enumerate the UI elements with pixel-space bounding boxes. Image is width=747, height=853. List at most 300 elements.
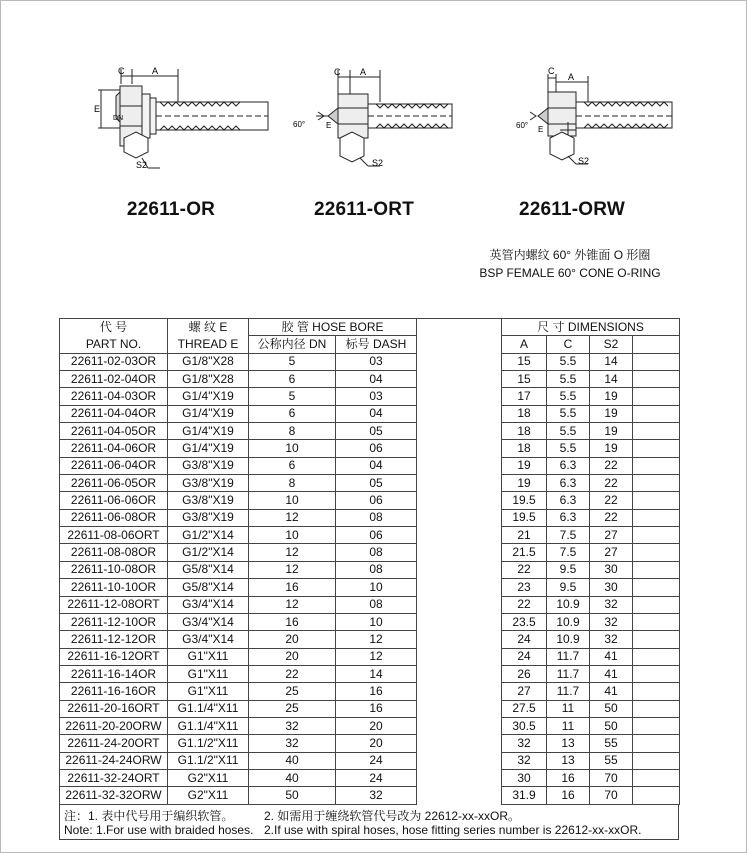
cell-a: 18 — [502, 405, 547, 422]
table-row — [60, 440, 680, 457]
cell-blank — [633, 475, 680, 492]
cell-blank — [417, 717, 502, 734]
cell-dn: 40 — [249, 769, 336, 786]
table-row — [60, 579, 680, 596]
cell-blank — [633, 440, 680, 457]
cell-thread: G1/2"X14 — [168, 544, 249, 561]
header-hose-bore: 胶 管 HOSE BORE — [249, 319, 417, 336]
cell-c: 13 — [547, 735, 590, 752]
cell-part: 22611-24-24ORW — [60, 752, 168, 769]
cell-blank — [633, 717, 680, 734]
cell-dn: 8 — [249, 475, 336, 492]
cell-thread: G1"X11 — [168, 648, 249, 665]
cell-blank — [633, 787, 680, 804]
cell-a: 24 — [502, 648, 547, 665]
cell-blank — [633, 752, 680, 769]
cell-c: 5.5 — [547, 440, 590, 457]
cell-thread: G5/8"X14 — [168, 561, 249, 578]
header-c: C — [547, 336, 590, 353]
cell-blank — [417, 371, 502, 388]
cell-a: 19.5 — [502, 492, 547, 509]
dim-a-or: A — [152, 66, 159, 76]
cell-dn: 5 — [249, 353, 336, 370]
description-cn: 英管内螺纹 60° 外锥面 O 形圈 — [489, 248, 651, 262]
cell-dash: 04 — [336, 371, 417, 388]
cell-s2: 19 — [590, 388, 633, 405]
cell-part: 22611-02-04OR — [60, 371, 168, 388]
cell-blank — [417, 648, 502, 665]
cell-a: 22 — [502, 596, 547, 613]
cell-s2: 22 — [590, 475, 633, 492]
cell-blank — [633, 596, 680, 613]
cell-c: 5.5 — [547, 388, 590, 405]
cell-blank — [633, 492, 680, 509]
cell-s2: 32 — [590, 596, 633, 613]
cell-a: 23 — [502, 579, 547, 596]
model-label-ort: 22611-ORT — [313, 199, 415, 220]
cell-thread: G1/4"X19 — [168, 388, 249, 405]
table-row — [60, 631, 680, 648]
dim-a-orw: A — [568, 72, 575, 82]
note-en-1: Note: 1.For use with braided hoses. — [64, 823, 254, 837]
cell-blank — [417, 561, 502, 578]
cell-part: 22611-20-16ORT — [60, 700, 168, 717]
cell-dash: 08 — [336, 509, 417, 526]
cell-s2: 41 — [590, 683, 633, 700]
cell-dash: 06 — [336, 440, 417, 457]
cell-blank — [633, 683, 680, 700]
cell-blank — [633, 509, 680, 526]
cell-dn: 50 — [249, 787, 336, 804]
cell-dash: 03 — [336, 388, 417, 405]
dim-c-orw: C — [548, 66, 555, 76]
cell-dn: 32 — [249, 717, 336, 734]
cell-part: 22611-16-12ORT — [60, 648, 168, 665]
header-thread-en: THREAD E — [168, 336, 249, 353]
cell-dash: 08 — [336, 561, 417, 578]
cell-c: 5.5 — [547, 423, 590, 440]
cell-dash: 04 — [336, 405, 417, 422]
description-en: BSP FEMALE 60° CONE O-RING — [479, 266, 661, 280]
table-row — [60, 544, 680, 561]
cell-c: 5.5 — [547, 405, 590, 422]
cell-c: 7.5 — [547, 527, 590, 544]
cell-thread: G3/8"X19 — [168, 492, 249, 509]
cell-a: 32 — [502, 752, 547, 769]
cell-dn: 16 — [249, 579, 336, 596]
cell-c: 10.9 — [547, 596, 590, 613]
cell-blank — [633, 457, 680, 474]
header-blank — [417, 319, 502, 336]
cell-part: 22611-06-08OR — [60, 509, 168, 526]
header-part-en: PART NO. — [60, 336, 168, 353]
cell-c: 10.9 — [547, 613, 590, 630]
cell-s2: 19 — [590, 405, 633, 422]
cell-part: 22611-08-08OR — [60, 544, 168, 561]
fitting-drawing-orw — [508, 62, 678, 174]
table-row — [60, 717, 680, 734]
cell-thread: G1/4"X19 — [168, 423, 249, 440]
cell-s2: 32 — [590, 613, 633, 630]
cell-s2: 27 — [590, 544, 633, 561]
cell-s2: 55 — [590, 735, 633, 752]
cell-a: 15 — [502, 353, 547, 370]
cell-blank — [417, 440, 502, 457]
cell-blank — [417, 665, 502, 682]
cell-blank — [633, 371, 680, 388]
cell-blank — [633, 353, 680, 370]
cell-dn: 20 — [249, 631, 336, 648]
cell-dn: 5 — [249, 388, 336, 405]
dim-s2-or: S2 — [136, 160, 148, 170]
model-label-orw: 22611-ORW — [518, 199, 625, 220]
cell-c: 5.5 — [547, 371, 590, 388]
cell-blank — [633, 735, 680, 752]
cell-blank — [633, 648, 680, 665]
table-row — [60, 509, 680, 526]
cell-blank — [417, 423, 502, 440]
cell-part: 22611-04-04OR — [60, 405, 168, 422]
cell-blank — [417, 475, 502, 492]
cell-dn: 6 — [249, 371, 336, 388]
cell-thread: G3/8"X19 — [168, 457, 249, 474]
cell-blank — [417, 544, 502, 561]
cell-c: 6.3 — [547, 475, 590, 492]
dim-e-ort: E — [326, 121, 332, 130]
dim-s2-orw: S2 — [578, 156, 590, 166]
cell-a: 22 — [502, 561, 547, 578]
cell-c: 6.3 — [547, 457, 590, 474]
cell-dash: 12 — [336, 631, 417, 648]
cell-c: 7.5 — [547, 544, 590, 561]
cell-blank — [417, 631, 502, 648]
note-cn-1: 注：1. 表中代号用于编织软管。 — [64, 809, 234, 823]
cell-dash: 10 — [336, 579, 417, 596]
cell-thread: G1"X11 — [168, 683, 249, 700]
cell-a: 23.5 — [502, 613, 547, 630]
cell-thread: G3/4"X14 — [168, 613, 249, 630]
table-row — [60, 353, 680, 370]
cell-c: 11.7 — [547, 683, 590, 700]
cell-dn: 12 — [249, 561, 336, 578]
cell-blank — [633, 405, 680, 422]
cell-dn: 20 — [249, 648, 336, 665]
cell-blank — [633, 388, 680, 405]
cell-a: 18 — [502, 440, 547, 457]
cell-dn: 25 — [249, 700, 336, 717]
cell-dn: 6 — [249, 405, 336, 422]
cell-thread: G1.1/2"X11 — [168, 752, 249, 769]
dim-c-ort: C — [334, 67, 341, 77]
cell-dash: 20 — [336, 717, 417, 734]
cell-dash: 05 — [336, 475, 417, 492]
header-dash: 标号 DASH — [336, 336, 417, 353]
cell-part: 22611-04-05OR — [60, 423, 168, 440]
cell-s2: 41 — [590, 665, 633, 682]
cell-s2: 41 — [590, 648, 633, 665]
cell-a: 21 — [502, 527, 547, 544]
cell-dash: 24 — [336, 769, 417, 786]
cell-dn: 22 — [249, 665, 336, 682]
cell-blank — [417, 735, 502, 752]
header-thread-cn: 螺 纹 E — [168, 319, 249, 336]
table-row — [60, 405, 680, 422]
cell-part: 22611-04-03OR — [60, 388, 168, 405]
dim-dn-or: DN — [113, 115, 124, 122]
cell-blank — [417, 752, 502, 769]
cell-a: 32 — [502, 735, 547, 752]
cell-s2: 22 — [590, 509, 633, 526]
cell-dash: 16 — [336, 683, 417, 700]
cell-c: 11.7 — [547, 665, 590, 682]
dim-a-ort: A — [360, 67, 367, 77]
table-row — [60, 457, 680, 474]
cell-blank — [417, 613, 502, 630]
cell-s2: 55 — [590, 752, 633, 769]
cell-s2: 50 — [590, 717, 633, 734]
cell-part: 22611-06-06OR — [60, 492, 168, 509]
cell-a: 15 — [502, 371, 547, 388]
cell-a: 21.5 — [502, 544, 547, 561]
cell-part: 22611-06-05OR — [60, 475, 168, 492]
cell-part: 22611-16-14OR — [60, 665, 168, 682]
cell-s2: 22 — [590, 492, 633, 509]
cell-part: 22611-08-06ORT — [60, 527, 168, 544]
header-blank-3 — [633, 336, 680, 353]
cell-dn: 12 — [249, 596, 336, 613]
cell-dn: 10 — [249, 527, 336, 544]
cell-dash: 05 — [336, 423, 417, 440]
cell-blank — [417, 787, 502, 804]
cell-dn: 10 — [249, 492, 336, 509]
cell-blank — [633, 579, 680, 596]
cell-dn: 6 — [249, 457, 336, 474]
cell-dash: 08 — [336, 596, 417, 613]
header-s2: S2 — [590, 336, 633, 353]
cell-thread: G1/8"X28 — [168, 353, 249, 370]
cell-a: 30.5 — [502, 717, 547, 734]
cell-dash: 24 — [336, 752, 417, 769]
table-row — [60, 423, 680, 440]
cell-part: 22611-12-12OR — [60, 631, 168, 648]
cell-dash: 20 — [336, 735, 417, 752]
dim-angle-ort: 60° — [293, 120, 306, 129]
table-header-row-1 — [60, 319, 680, 336]
cell-c: 5.5 — [547, 353, 590, 370]
cell-a: 27.5 — [502, 700, 547, 717]
cell-c: 16 — [547, 787, 590, 804]
cell-part: 22611-32-32ORW — [60, 787, 168, 804]
cell-dn: 8 — [249, 423, 336, 440]
cell-dash: 10 — [336, 613, 417, 630]
cell-c: 13 — [547, 752, 590, 769]
cell-s2: 22 — [590, 457, 633, 474]
cell-part: 22611-32-24ORT — [60, 769, 168, 786]
cell-blank — [633, 665, 680, 682]
cell-dash: 16 — [336, 700, 417, 717]
cell-part: 22611-04-06OR — [60, 440, 168, 457]
table-row — [60, 648, 680, 665]
cell-dash: 03 — [336, 353, 417, 370]
cell-c: 6.3 — [547, 492, 590, 509]
cell-part: 22611-12-08ORT — [60, 596, 168, 613]
cell-blank — [633, 544, 680, 561]
cell-blank — [417, 579, 502, 596]
cell-c: 6.3 — [547, 509, 590, 526]
cell-thread: G2"X11 — [168, 769, 249, 786]
cell-a: 19 — [502, 475, 547, 492]
cell-thread: G2"X11 — [168, 787, 249, 804]
cell-blank — [417, 527, 502, 544]
cell-s2: 14 — [590, 353, 633, 370]
spec-table — [59, 318, 680, 805]
cell-c: 9.5 — [547, 579, 590, 596]
cell-s2: 70 — [590, 787, 633, 804]
header-blank-2 — [417, 336, 502, 353]
cell-thread: G1"X11 — [168, 665, 249, 682]
cell-a: 30 — [502, 769, 547, 786]
cell-thread: G1.1/4"X11 — [168, 700, 249, 717]
cell-blank — [417, 700, 502, 717]
cell-blank — [417, 492, 502, 509]
table-row — [60, 665, 680, 682]
cell-dn: 32 — [249, 735, 336, 752]
cell-s2: 27 — [590, 527, 633, 544]
cell-s2: 50 — [590, 700, 633, 717]
cell-part: 22611-02-03OR — [60, 353, 168, 370]
cell-blank — [633, 561, 680, 578]
table-row — [60, 475, 680, 492]
cell-s2: 19 — [590, 423, 633, 440]
cell-dn: 12 — [249, 509, 336, 526]
cell-c: 11 — [547, 717, 590, 734]
cell-part: 22611-06-04OR — [60, 457, 168, 474]
cell-thread: G3/4"X14 — [168, 596, 249, 613]
table-header-row-2 — [60, 336, 680, 353]
cell-c: 11 — [547, 700, 590, 717]
model-label-or: 22611-OR — [126, 199, 216, 220]
table-row — [60, 769, 680, 786]
cell-dash: 06 — [336, 527, 417, 544]
cell-c: 16 — [547, 769, 590, 786]
header-part-cn: 代 号 — [60, 319, 168, 336]
cell-blank — [417, 683, 502, 700]
cell-dash: 32 — [336, 787, 417, 804]
dim-angle-orw: 60° — [516, 121, 529, 130]
cell-thread: G1.1/4"X11 — [168, 717, 249, 734]
table-row — [60, 492, 680, 509]
cell-part: 22611-20-20ORW — [60, 717, 168, 734]
cell-thread: G1/2"X14 — [168, 527, 249, 544]
cell-s2: 30 — [590, 561, 633, 578]
cell-s2: 19 — [590, 440, 633, 457]
cell-blank — [417, 405, 502, 422]
cell-blank — [417, 353, 502, 370]
table-row — [60, 527, 680, 544]
table-row — [60, 561, 680, 578]
cell-dash: 12 — [336, 648, 417, 665]
cell-thread: G3/8"X19 — [168, 475, 249, 492]
cell-blank — [417, 509, 502, 526]
table-row — [60, 700, 680, 717]
cell-s2: 30 — [590, 579, 633, 596]
table-row — [60, 388, 680, 405]
cell-part: 22611-12-10OR — [60, 613, 168, 630]
cell-c: 9.5 — [547, 561, 590, 578]
cell-s2: 32 — [590, 631, 633, 648]
cell-dn: 10 — [249, 440, 336, 457]
dim-s2-ort: S2 — [372, 158, 384, 168]
cell-a: 19 — [502, 457, 547, 474]
cell-blank — [633, 769, 680, 786]
cell-blank — [417, 457, 502, 474]
cell-dash: 08 — [336, 544, 417, 561]
table-row — [60, 613, 680, 630]
notes-box — [59, 805, 679, 840]
table-row — [60, 735, 680, 752]
cell-thread: G1.1/2"X11 — [168, 735, 249, 752]
table-row — [60, 371, 680, 388]
cell-dn: 25 — [249, 683, 336, 700]
cell-blank — [633, 613, 680, 630]
cell-s2: 70 — [590, 769, 633, 786]
fitting-drawing-ort — [288, 62, 458, 174]
cell-dn: 16 — [249, 613, 336, 630]
header-a: A — [502, 336, 547, 353]
cell-c: 10.9 — [547, 631, 590, 648]
cell-blank — [417, 388, 502, 405]
cell-part: 22611-16-16OR — [60, 683, 168, 700]
cell-blank — [633, 527, 680, 544]
table-row — [60, 752, 680, 769]
table-row — [60, 787, 680, 804]
table-row — [60, 596, 680, 613]
cell-a: 27 — [502, 683, 547, 700]
cell-s2: 14 — [590, 371, 633, 388]
cell-blank — [417, 596, 502, 613]
cell-thread: G3/8"X19 — [168, 509, 249, 526]
cell-dash: 04 — [336, 457, 417, 474]
cell-a: 17 — [502, 388, 547, 405]
cell-part: 22611-24-20ORT — [60, 735, 168, 752]
cell-dash: 06 — [336, 492, 417, 509]
cell-thread: G5/8"X14 — [168, 579, 249, 596]
cell-blank — [633, 423, 680, 440]
fitting-drawing-or — [86, 62, 276, 174]
dim-e-orw: E — [538, 125, 544, 134]
cell-a: 18 — [502, 423, 547, 440]
dim-c-or: C — [118, 66, 125, 76]
cell-a: 31.9 — [502, 787, 547, 804]
cell-dn: 12 — [249, 544, 336, 561]
dim-e-or: E — [94, 104, 101, 114]
header-dimensions: 尺 寸 DIMENSIONS — [502, 319, 680, 336]
cell-blank — [633, 700, 680, 717]
cell-c: 11.7 — [547, 648, 590, 665]
cell-a: 19.5 — [502, 509, 547, 526]
cell-dn: 40 — [249, 752, 336, 769]
cell-thread: G1/4"X19 — [168, 405, 249, 422]
cell-thread: G1/4"X19 — [168, 440, 249, 457]
cell-blank — [633, 631, 680, 648]
cell-thread: G3/4"X14 — [168, 631, 249, 648]
cell-thread: G1/8"X28 — [168, 371, 249, 388]
header-dn: 公称内径 DN — [249, 336, 336, 353]
cell-blank — [417, 769, 502, 786]
cell-part: 22611-10-08OR — [60, 561, 168, 578]
cell-a: 26 — [502, 665, 547, 682]
note-en-2: 2.If use with spiral hoses, hose fitting series number is 22612-xx-xxOR. — [264, 823, 642, 837]
